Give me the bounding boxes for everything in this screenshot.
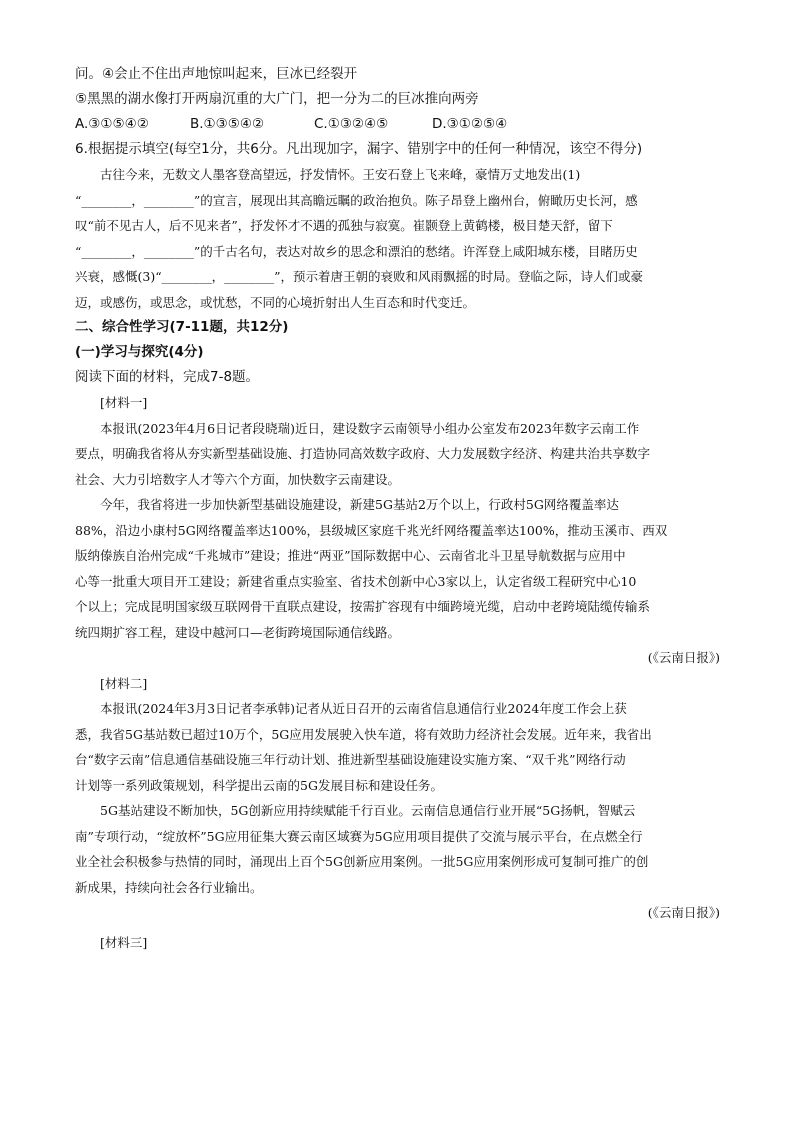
q6-text-line: 迈，或感伤，或思念，或忧愁，不同的心境折射出人生百态和时代变迁。 <box>75 294 476 310</box>
q6-text-line: 古往今来，无数文人墨客登高望远，抒发情怀。王安石登上飞来峰，豪情万丈地发出(1) <box>75 167 581 182</box>
q6-text-line: “________，________”的宣言，展现出其高瞻远瞩的政治抱负。陈子昂登上幽州台，俯瞰历史长河，感 <box>75 192 638 208</box>
material-1-line: 本报讯(2023年4月6日记者段晓瑞)近日，建设数字云南领导小组办公室发布2023年数字云南工作 <box>75 420 640 436</box>
material-1 <box>75 390 720 671</box>
material-1-line: 88%，沿边小康村5G网络覆盖率达100%，县级城区家庭千兆光纤网络覆盖率达100%，推动玉溪市、西双 <box>75 522 668 538</box>
material-1-label: [材料一] <box>75 395 148 410</box>
material-2 <box>75 671 720 926</box>
material-1-line: 社会、大力引培数字人才等六个方面，加快数字云南建设。 <box>75 471 401 487</box>
material-2-source: (《云南日报》) <box>647 905 720 920</box>
q5-option-c: C.①③②④⑤ <box>314 116 389 132</box>
q5-option-b: B.①③⑤④② <box>190 116 265 132</box>
q5-option-d: D.③①②⑤④ <box>432 116 508 132</box>
material-1-line: 版纳傣族自治州完成“千兆城市”建设；推进“两亚”国际数据中心、云南省北斗卫星导航数据与应用中 <box>75 548 626 563</box>
material-3-label: [材料三] <box>75 934 148 950</box>
material-1-line: 心等一批重大项目开工建设；新建省重点实验室、省技术创新中心3家以上，认定省级工程研究中心10 <box>75 573 637 589</box>
read-instruction: 阅读下面的材料，完成7-8题。 <box>75 369 260 385</box>
q5-options <box>75 112 720 137</box>
material-2-line: 悉，我省5G基站数已超过10万个，5G应用发展驶入快车道，将有效助力经济社会发展。近年来，我省出 <box>75 726 652 742</box>
material-2-line: 本报讯(2024年3月3日记者李承韩)记者从近日召开的云南省信息通信行业2024年度工作会上获 <box>75 701 627 716</box>
material-2-line: 计划等一系列政策规划，科学提出云南的5G发展目标和建设任务。 <box>75 777 443 793</box>
q6-text-line: 兴衰，感慨(3)“________，________”，预示着唐王朝的衰败和风雨飘摇的时局。登临之际，诗人们或豪 <box>75 269 643 284</box>
q6-title: 6.根据提示填空(每空1分，共6分。凡出现加字，漏字、错别字中的任何一种情况，该空不得分) <box>75 141 643 157</box>
q6-text-line: “________，________”的千古名句，表达对故乡的思念和漂泊的愁绪。许浑登上咸阳城东楼，目睹历史 <box>75 243 638 259</box>
material-2-line: 新成果，持续向社会各行业输出。 <box>75 879 263 895</box>
question-6 <box>75 137 720 315</box>
question-5-remainder <box>75 62 720 137</box>
material-2-line: 台“数字云南”信息通信基础设施三年行动计划、推进新型基础设施建设实施方案、“双千兆”网络行动 <box>75 752 626 767</box>
material-2-line: 南”专项行动，“绽放杯”5G应用征集大赛云南区域赛为5G应用项目提供了交流与展示平台，在点燃全行 <box>75 828 643 844</box>
material-2-line: 5G基站建设不断加快，5G创新应用持续赋能千行百业。云南信息通信行业开展“5G扬帆，智赋云 <box>75 803 636 818</box>
material-1-line: 要点，明确我省将从夯实新型基础设施、打造协同高效数字政府、大力发展数字经济、构建共治共享数字 <box>75 446 651 461</box>
subsection-1-title: (一)学习与探究(4分) <box>75 344 204 360</box>
material-1-line: 统四期扩容工程，建设中越河口—老街跨境国际通信线路。 <box>75 624 401 640</box>
material-2-label: [材料二] <box>75 675 148 691</box>
material-2-line: 业全社会积极参与热情的同时，涌现出上百个5G创新应用案例。一批5G应用案例形成可复制可推广的创 <box>75 854 649 869</box>
material-1-source: (《云南日报》) <box>647 650 720 665</box>
exam-page <box>75 62 720 955</box>
q5-line: 问。④会止不住出声地惊叫起来，巨冰已经裂开 <box>75 66 358 82</box>
material-1-line: 今年，我省将进一步加快新型基础设施建设，新建5G基站2万个以上，行政村5G网络覆盖率达 <box>75 497 619 512</box>
material-1-line: 个以上；完成昆明国家级互联网骨干直联点建设，按需扩容现有中缅跨境光缆，启动中老跨境陆缆传输系 <box>75 599 651 614</box>
q6-text-line: 叹“前不见古人，后不见来者”，抒发怀才不遇的孤独与寂寞。崔颢登上黄鹤楼，极目楚天舒，留下 <box>75 218 613 233</box>
section-2-title: 二、综合性学习(7-11题，共12分) <box>75 319 289 335</box>
q5-line: ⑤黑黑的湖水像打开两扇沉重的大广门，把一分为二的巨冰推向两旁 <box>75 91 479 107</box>
q5-option-a: A.③①⑤④② <box>75 116 149 132</box>
